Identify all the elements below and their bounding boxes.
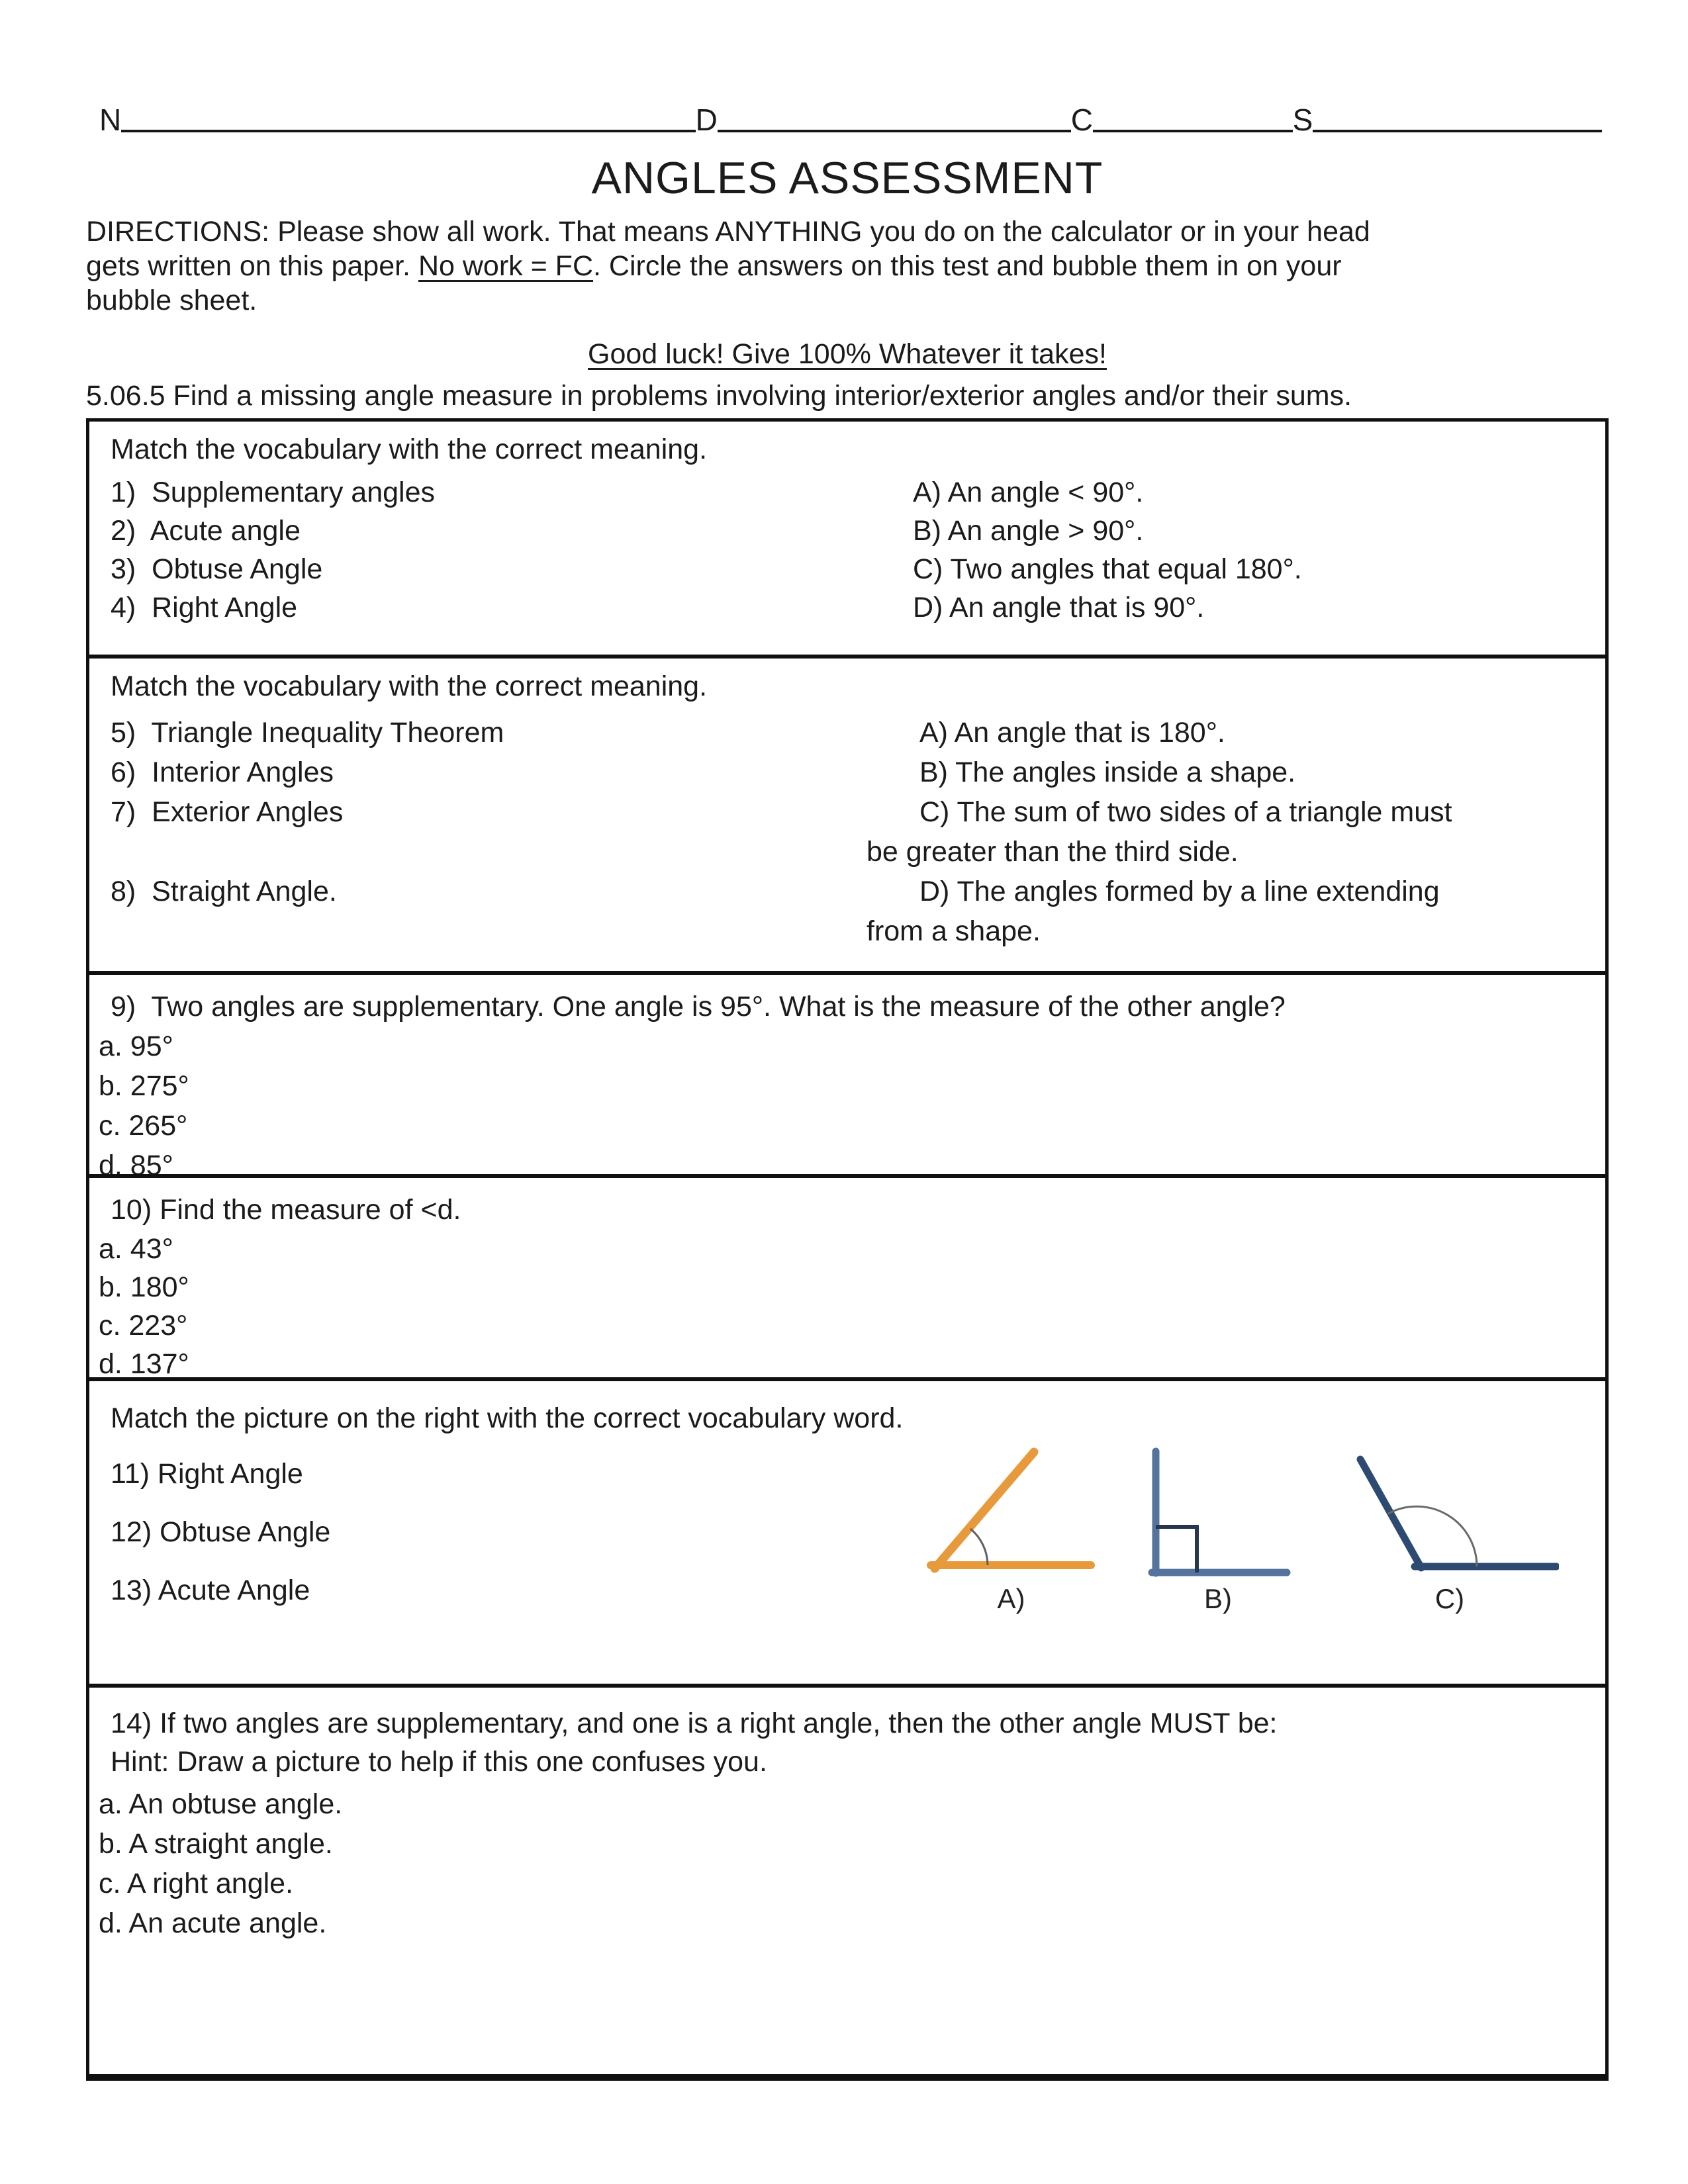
figure-right-angle <box>1145 1447 1291 1613</box>
match-row <box>99 911 1596 951</box>
meaning-d: D) An angle that is 90°. <box>913 592 1205 623</box>
score-label: S <box>1292 103 1313 137</box>
q9-option-a: a. 95° <box>99 1030 173 1062</box>
question-box-10 <box>89 1174 1605 1380</box>
date-label: D <box>695 103 718 137</box>
q9-option-d: d. 85° <box>99 1150 173 1181</box>
directions-line-2 <box>86 249 1609 283</box>
match-row <box>99 512 1596 550</box>
vocab-item-8: 8) Straight Angle. <box>111 876 337 907</box>
match-row <box>99 872 1596 911</box>
q9-option-c: c. 265° <box>99 1110 188 1142</box>
match-row <box>99 473 1596 512</box>
class-label: C <box>1070 103 1093 137</box>
q9-option-b: b. 275° <box>99 1070 189 1102</box>
standard-line: 5.06.5 Find a missing angle measure in problems involving interior/exterior angles and/or their sums. <box>86 380 1352 412</box>
figure-b-label: B) <box>1204 1583 1232 1614</box>
meaning-c-line-1: C) The sum of two sides of a triangle must <box>919 796 1452 828</box>
match-row <box>99 588 1596 627</box>
vocab-item-blank <box>111 911 867 951</box>
right-angle-image <box>1145 1447 1291 1580</box>
vocab-item-6: 6) Interior Angles <box>111 756 334 788</box>
match-prompt-1: Match the vocabulary with the correct meaning. <box>111 433 708 465</box>
q14-option-d: d. An acute angle. <box>99 1907 327 1939</box>
meaning-c: C) Two angles that equal 180°. <box>913 553 1302 585</box>
vocab-item-blank <box>111 832 867 872</box>
vocab-item-4: 4) Right Angle <box>111 592 298 623</box>
figure-c-label: C) <box>1434 1583 1465 1614</box>
fill-in-header <box>99 99 1602 135</box>
name-label: N <box>99 103 122 137</box>
match-row <box>99 550 1596 588</box>
meaning-a: A) An angle that is 180°. <box>919 717 1225 749</box>
date-blank-line <box>718 123 1071 132</box>
page-title: ANGLES ASSESSMENT <box>591 153 1103 203</box>
angle-arc <box>970 1529 988 1565</box>
question-box-1-4 <box>89 422 1605 655</box>
vocab-item-2: 2) Acute angle <box>111 515 301 547</box>
question-box-11-13 <box>89 1377 1605 1684</box>
figure-a-label: A) <box>997 1583 1025 1614</box>
class-blank-line <box>1093 123 1293 132</box>
q10-option-a: a. 43° <box>99 1233 173 1265</box>
match-row <box>99 713 1596 752</box>
directions-paragraph <box>86 214 1609 318</box>
question-9-text: 9) Two angles are supplementary. One angle is 95°. What is the measure of the other angle? <box>111 991 1286 1023</box>
item-13-acute-angle: 13) Acute Angle <box>111 1574 310 1606</box>
angle-upper-ray <box>1360 1459 1421 1568</box>
motto-text: Good luck! Give 100% Whatever it takes! <box>588 338 1107 370</box>
vocab-item-1: 1) Supplementary angles <box>111 477 436 508</box>
q14-option-c: c. A right angle. <box>99 1868 294 1899</box>
q14-options <box>99 1784 1596 1943</box>
question-box-9 <box>89 971 1605 1181</box>
q10-option-c: c. 223° <box>99 1310 188 1342</box>
angle-figures <box>927 1444 1559 1613</box>
question-14-hint: Hint: Draw a picture to help if this one confuses you. <box>111 1746 767 1778</box>
motto-line <box>86 338 1609 371</box>
directions-line-3: bubble sheet. <box>86 285 258 316</box>
q14-option-b: b. A straight angle. <box>99 1828 333 1860</box>
question-table <box>86 418 1609 2081</box>
name-blank-line <box>121 123 695 132</box>
item-11-right-angle: 11) Right Angle <box>111 1458 303 1490</box>
figure-obtuse-angle <box>1340 1454 1559 1613</box>
match-row <box>99 792 1596 832</box>
meaning-a: A) An angle < 90°. <box>913 477 1144 508</box>
match-row <box>99 752 1596 792</box>
directions-line-2-before: gets written on this paper. <box>86 250 418 282</box>
no-work-underlined-text: No work = FC <box>418 250 593 282</box>
obtuse-angle-image <box>1340 1454 1559 1580</box>
meaning-d-line-1: D) The angles formed by a line extending <box>919 876 1440 907</box>
directions-line-2-after: . Circle the answers on this test and bubble them in on your <box>593 250 1342 282</box>
vocab-item-3: 3) Obtuse Angle <box>111 553 323 585</box>
meaning-c-line-2: be greater than the third side. <box>867 836 1239 868</box>
q10-option-d: d. 137° <box>99 1348 189 1380</box>
q10-option-b: b. 180° <box>99 1271 189 1303</box>
vocab-item-5: 5) Triangle Inequality Theorem <box>111 717 504 749</box>
question-10-text: 10) Find the measure of <d. <box>111 1194 461 1226</box>
match-row <box>99 832 1596 872</box>
score-blank-line <box>1313 123 1602 132</box>
figure-acute-angle <box>927 1444 1096 1613</box>
vocab-item-7: 7) Exterior Angles <box>111 796 344 828</box>
q14-option-a: a. An obtuse angle. <box>99 1788 343 1820</box>
meaning-b: B) The angles inside a shape. <box>919 756 1296 788</box>
right-angle-marker <box>1156 1527 1197 1572</box>
meaning-b: B) An angle > 90°. <box>913 515 1144 547</box>
question-14-text: 14) If two angles are supplementary, and one is a right angle, then the other angle MUST be: <box>111 1707 1278 1739</box>
directions-line-1: DIRECTIONS: Please show all work. That means ANYTHING you do on the calculator or in your head <box>86 216 1370 248</box>
meaning-d-line-2: from a shape. <box>867 915 1041 947</box>
match-pairs-1-4 <box>99 473 1596 627</box>
picture-match-prompt: Match the picture on the right with the correct vocabulary word. <box>111 1402 904 1434</box>
question-box-5-8 <box>89 655 1605 971</box>
question-box-14 <box>89 1684 1605 2074</box>
match-prompt-2: Match the vocabulary with the correct meaning. <box>111 670 708 702</box>
acute-angle-image <box>927 1444 1096 1580</box>
match-pairs-5-8 <box>99 713 1596 951</box>
item-12-obtuse-angle: 12) Obtuse Angle <box>111 1516 331 1548</box>
angle-upper-ray <box>935 1452 1034 1569</box>
